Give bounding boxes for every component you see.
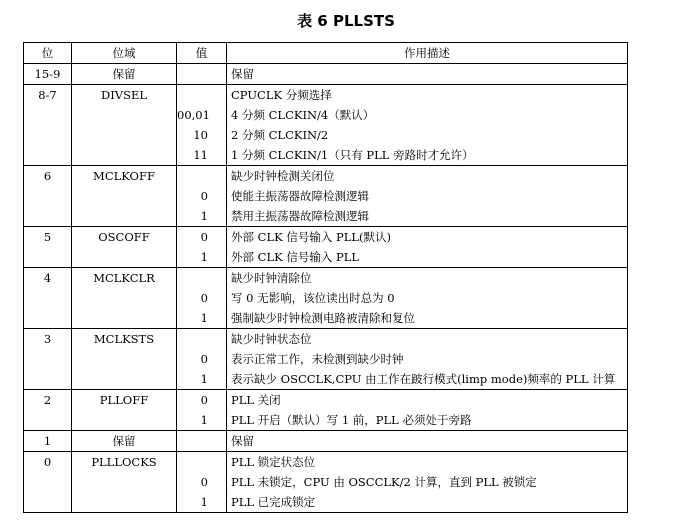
table-row [24,268,628,289]
cell-description: 表示正常工作，未检测到缺少时钟 [227,349,628,369]
cell-bit: 0 [24,452,72,473]
cell-field: MCLKSTS [72,329,177,350]
header-description: 作用描述 [227,43,628,64]
cell-bit [24,308,72,329]
cell-value: 1 [177,410,227,431]
table-row [24,206,628,227]
cell-field: PLLLOCKS [72,452,177,473]
cell-field [72,247,177,268]
table-body [24,64,628,513]
cell-description: PLL 未锁定，CPU 由 OSCCLK/2 计算，直到 PLL 被锁定 [227,472,628,492]
cell-description: 1 分频 CLCKIN/1（只有 PLL 旁路时才允许） [227,145,628,166]
cell-bit: 3 [24,329,72,350]
table-row [24,145,628,166]
cell-value [177,166,227,187]
cell-bit: 8-7 [24,85,72,106]
cell-value: 10 [177,125,227,145]
cell-value: 00,01 [177,105,227,125]
cell-field [72,492,177,513]
cell-value [177,268,227,289]
table-row [24,492,628,513]
table-row [24,227,628,248]
cell-field: 保留 [72,64,177,85]
cell-field [72,186,177,206]
cell-description: PLL 锁定状态位 [227,452,628,473]
table-row [24,166,628,187]
cell-description: 使能主振荡器故障检测逻辑 [227,186,628,206]
cell-value: 1 [177,206,227,227]
cell-description: 保留 [227,431,628,452]
table-row [24,64,628,85]
cell-bit: 6 [24,166,72,187]
table-row [24,390,628,411]
cell-bit [24,145,72,166]
cell-value [177,452,227,473]
cell-description: 外部 CLK 信号输入 PLL(默认) [227,227,628,248]
table-row [24,247,628,268]
cell-description: 缺少时钟清除位 [227,268,628,289]
cell-bit: 15-9 [24,64,72,85]
cell-description: 强制缺少时钟检测电路被清除和复位 [227,308,628,329]
cell-bit: 2 [24,390,72,411]
table-header-row [24,43,628,64]
cell-field: MCLKOFF [72,166,177,187]
cell-value: 0 [177,472,227,492]
cell-field [72,145,177,166]
table-title: 表 6 PLLSTS [297,12,395,30]
cell-bit: 5 [24,227,72,248]
cell-field: OSCOFF [72,227,177,248]
cell-value [177,431,227,452]
cell-value: 1 [177,247,227,268]
cell-bit [24,369,72,390]
cell-bit [24,186,72,206]
cell-bit [24,247,72,268]
cell-bit [24,349,72,369]
cell-description: 写 0 无影响，该位读出时总为 0 [227,288,628,308]
header-field: 位域 [72,43,177,64]
table-row [24,349,628,369]
cell-description: 保留 [227,64,628,85]
cell-field: DIVSEL [72,85,177,106]
cell-value: 0 [177,288,227,308]
cell-field: 保留 [72,431,177,452]
cell-description: 2 分频 CLCKIN/2 [227,125,628,145]
cell-field [72,410,177,431]
header-bit: 位 [24,43,72,64]
cell-value: 1 [177,308,227,329]
cell-field: MCLKCLR [72,268,177,289]
table-row [24,288,628,308]
cell-field [72,472,177,492]
cell-value: 1 [177,492,227,513]
pllsts-register-table [23,42,628,513]
cell-description: PLL 已完成锁定 [227,492,628,513]
cell-field [72,206,177,227]
cell-field [72,105,177,125]
table-row [24,105,628,125]
header-value: 值 [177,43,227,64]
cell-bit [24,288,72,308]
cell-description: PLL 关闭 [227,390,628,411]
cell-description: 表示缺少 OSCCLK,CPU 由工作在跛行模式(limp mode)频率的 PLL 计算 [227,369,628,390]
cell-description: 缺少时钟检测关闭位 [227,166,628,187]
cell-description: 4 分频 CLCKIN/4（默认） [227,105,628,125]
cell-field: PLLOFF [72,390,177,411]
table-row [24,431,628,452]
cell-bit: 1 [24,431,72,452]
cell-description: 禁用主振荡器故障检测逻辑 [227,206,628,227]
cell-value [177,329,227,350]
cell-value [177,85,227,106]
cell-value: 0 [177,349,227,369]
cell-description: 缺少时钟状态位 [227,329,628,350]
table-row [24,85,628,106]
cell-bit: 4 [24,268,72,289]
table-row [24,308,628,329]
cell-description: CPUCLK 分频选择 [227,85,628,106]
cell-description: 外部 CLK 信号输入 PLL [227,247,628,268]
cell-value: 1 [177,369,227,390]
cell-bit [24,410,72,431]
cell-field [72,288,177,308]
cell-value: 0 [177,390,227,411]
table-row [24,472,628,492]
cell-value [177,64,227,85]
cell-bit [24,125,72,145]
table-row [24,329,628,350]
table-row [24,369,628,390]
table-row [24,452,628,473]
cell-field [72,125,177,145]
table-row [24,186,628,206]
cell-value: 11 [177,145,227,166]
cell-field [72,369,177,390]
cell-description: PLL 开启（默认）写 1 前，PLL 必须处于旁路 [227,410,628,431]
cell-bit [24,206,72,227]
table-row [24,410,628,431]
cell-bit [24,105,72,125]
cell-value: 0 [177,227,227,248]
table-row [24,125,628,145]
cell-field [72,308,177,329]
cell-field [72,349,177,369]
cell-bit [24,472,72,492]
cell-value: 0 [177,186,227,206]
cell-bit [24,492,72,513]
